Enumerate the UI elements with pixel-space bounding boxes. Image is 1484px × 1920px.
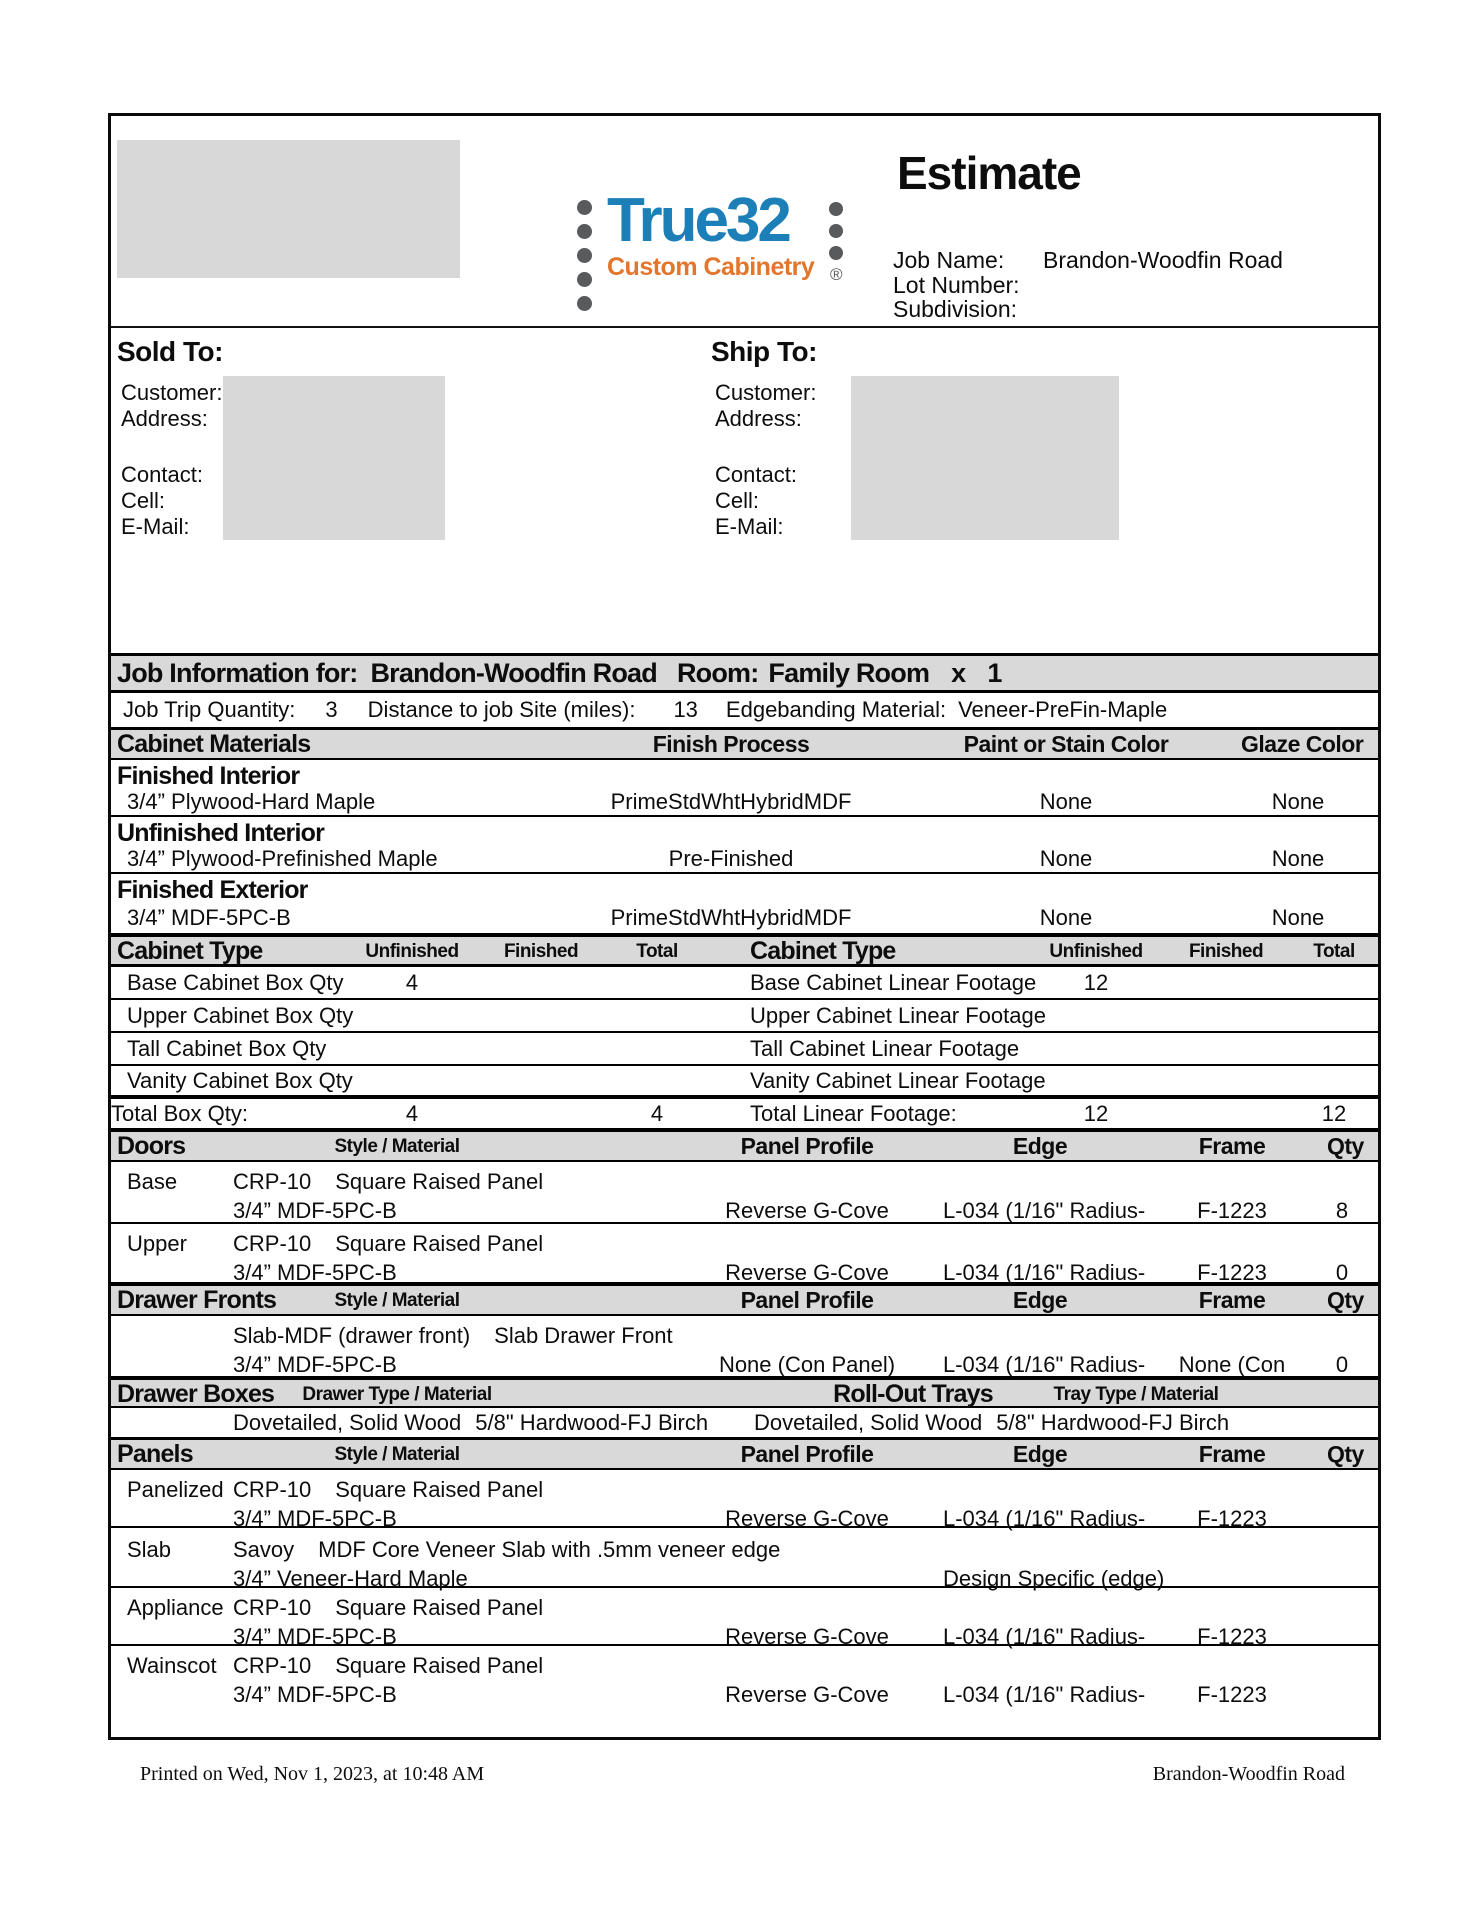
job-info-value: Brandon-Woodfin Road <box>370 657 657 688</box>
paint-stain-value: None <box>1039 846 1093 871</box>
style-code: CRP-10 <box>233 1168 312 1194</box>
distance-value: 13 <box>673 697 698 722</box>
registered-trademark-icon: ® <box>830 265 843 284</box>
trip-qty-value: 3 <box>325 697 338 722</box>
material-name: 3/4” MDF-5PC-B <box>127 905 291 930</box>
parties-section <box>111 328 1378 653</box>
room-qty: 1 <box>987 657 1002 688</box>
drawer-fronts-title: Drawer Fronts <box>117 1286 277 1314</box>
group-values <box>111 846 1378 872</box>
panel-profile: None (Con Panel) <box>718 1351 896 1377</box>
style-material-header: Style / Material <box>334 1289 460 1311</box>
cabinet-type-row-base <box>111 967 1378 1000</box>
door-row-base <box>111 1162 1378 1224</box>
frame-header: Frame <box>1198 1133 1266 1159</box>
glaze-value: None <box>1271 846 1325 871</box>
ship-to-redacted-box <box>851 376 1119 540</box>
row-label: Base Cabinet Linear Footage <box>750 969 1037 995</box>
unfinished-column-header: Unfinished <box>1049 940 1143 962</box>
material-group-finished-exterior <box>111 874 1378 937</box>
total-linear-footage-unfinished: 12 <box>1083 1100 1109 1126</box>
qty: 8 <box>1335 1197 1349 1223</box>
cabinet-type-total-row <box>111 1099 1378 1132</box>
ship-to-title: Ship To: <box>711 336 817 367</box>
tray-type-header: Tray Type / Material <box>1053 1383 1219 1405</box>
qty-header: Qty <box>1327 1441 1364 1467</box>
rollout-trays-title: Roll-Out Trays <box>833 1380 993 1408</box>
job-name-value: Brandon-Woodfin Road <box>1043 247 1283 273</box>
cabinet-type-row-tall: Tall Cabinet Box Qty Tall Cabinet Linear Footage <box>111 1033 1378 1066</box>
edgeband-value: Veneer-PreFin-Maple <box>958 697 1168 722</box>
ship-email-label: E-Mail: <box>715 514 784 539</box>
total-linear-footage-total: 12 <box>1321 1100 1347 1126</box>
frame-header: Frame <box>1198 1441 1266 1467</box>
drawer-boxes-title: Drawer Boxes <box>117 1380 275 1408</box>
cabinet-materials-title: Cabinet Materials <box>117 730 311 758</box>
total-column-header: Total <box>1313 940 1355 962</box>
job-summary <box>893 248 1283 322</box>
total-column-header: Total <box>636 940 678 962</box>
panel-profile-header: Panel Profile <box>740 1287 874 1313</box>
glaze-value: None <box>1271 905 1325 930</box>
row-label: Appliance <box>127 1594 224 1620</box>
edge: L-034 (1/16" Radius- <box>943 1351 1146 1377</box>
sold-to-redacted-box <box>223 376 445 540</box>
panel-profile-header: Panel Profile <box>740 1441 874 1467</box>
logo-subtitle: Custom Cabinetry <box>607 252 815 281</box>
panel-row-panelized: Panelized CRP-10 Square Raised Panel 3/4” MDF-5PC-B Reverse G-Cove L-034 (1/16" Radius- F-1223 <box>111 1470 1378 1528</box>
edge-header: Edge <box>1012 1441 1068 1467</box>
footer-job-name: Brandon-Woodfin Road <box>1152 1763 1345 1785</box>
unfinished-value: 12 <box>1083 969 1109 995</box>
logo-left-dots-icon <box>577 194 592 311</box>
style-name: Slab Drawer Front <box>494 1322 673 1348</box>
cabinet-type-header <box>111 937 1378 967</box>
group-label: Finished Exterior <box>117 876 308 904</box>
edgeband-label: Edgebanding Material: <box>725 697 947 722</box>
sold-to-title: Sold To: <box>117 336 223 367</box>
material: 3/4” MDF-5PC-B <box>233 1197 397 1223</box>
panels-header <box>111 1440 1378 1470</box>
total-box-qty-label: Total Box Qty: <box>111 1100 248 1126</box>
style-material-header: Style / Material <box>334 1443 460 1465</box>
doors-title: Doors <box>117 1132 186 1160</box>
sold-contact-label: Contact: <box>121 462 203 487</box>
qty: 0 <box>1335 1351 1349 1377</box>
drawer-material: 5/8" Hardwood-FJ Birch <box>475 1409 709 1435</box>
door-row-upper: Upper CRP-10 Square Raised Panel 3/4” MDF-5PC-B Reverse G-Cove L-034 (1/16" Radius- F-1223 0 <box>111 1224 1378 1286</box>
subdivision-label: Subdivision: <box>893 296 1018 322</box>
distance-label: Distance to job Site (miles): <box>367 697 636 722</box>
sold-address-label: Address: <box>121 406 208 431</box>
row-label: Wainscot <box>127 1652 217 1678</box>
company-info-redacted-box <box>117 140 460 278</box>
panels-title: Panels <box>117 1440 193 1468</box>
frame-header: Frame <box>1198 1287 1266 1313</box>
job-trip-row <box>111 693 1378 730</box>
company-logo <box>577 186 843 311</box>
estimate-sheet <box>108 113 1381 1740</box>
lot-number-line <box>893 273 1283 298</box>
trip-qty-label: Job Trip Quantity: <box>123 697 296 722</box>
material-group-unfinished-interior <box>111 817 1378 874</box>
unfinished-value: 4 <box>405 969 419 995</box>
sold-cell-label: Cell: <box>121 488 166 513</box>
group-values <box>111 903 1378 933</box>
paint-stain-column-header: Paint or Stain Color <box>963 731 1169 757</box>
page-footer <box>140 1763 1345 1786</box>
doors-header <box>111 1132 1378 1162</box>
job-name-line <box>893 248 1283 273</box>
rollout-tray-spec <box>754 1410 1378 1436</box>
drawer-boxes-row <box>111 1408 1378 1440</box>
cabinet-type-title-left: Cabinet Type <box>117 937 263 965</box>
group-values <box>111 789 1378 815</box>
finish-process-value: Pre-Finished <box>668 846 794 871</box>
edge-header: Edge <box>1012 1287 1068 1313</box>
style-material-header: Style / Material <box>334 1135 460 1157</box>
printed-timestamp: Printed on Wed, Nov 1, 2023, at 10:48 AM <box>140 1763 485 1785</box>
tray-material: 5/8" Hardwood-FJ Birch <box>996 1409 1230 1435</box>
ship-contact-label: Contact: <box>715 462 797 487</box>
paint-stain-value: None <box>1039 789 1093 814</box>
edge: L-034 (1/16" Radius- <box>943 1197 1146 1223</box>
drawer-front-row <box>111 1316 1378 1380</box>
ship-to-labels <box>715 380 816 540</box>
drawer-type: Dovetailed, Solid Wood <box>233 1409 462 1435</box>
room-label: Room: <box>676 657 759 688</box>
drawer-boxes-header <box>111 1380 1378 1408</box>
room-value: Family Room <box>768 657 930 688</box>
job-info-label: Job Information for: <box>117 657 358 688</box>
material: 3/4” MDF-5PC-B <box>233 1351 397 1377</box>
panel-row-wainscot: Wainscot CRP-10 Square Raised Panel 3/4” MDF-5PC-B Reverse G-Cove L-034 (1/16" Radius- F-1223 <box>111 1646 1378 1704</box>
drawer-type-header: Drawer Type / Material <box>302 1383 492 1405</box>
document-title: Estimate <box>897 147 1081 199</box>
row-label: Slab <box>127 1536 172 1562</box>
finish-process-value: PrimeStdWhtHybridMDF <box>610 789 852 814</box>
cabinet-type-row-upper: Upper Cabinet Box Qty Upper Cabinet Linear Footage <box>111 1000 1378 1033</box>
panel-row-appliance: Appliance CRP-10 Square Raised Panel 3/4” MDF-5PC-B Reverse G-Cove L-034 (1/16" Radius- F-1223 <box>111 1588 1378 1646</box>
subdivision-line <box>893 297 1283 322</box>
material-name: 3/4” Plywood-Prefinished Maple <box>127 846 438 871</box>
sold-to-labels <box>121 380 222 540</box>
material-name: 3/4” Plywood-Hard Maple <box>127 789 376 814</box>
sold-email-label: E-Mail: <box>121 514 190 539</box>
style-code: Slab-MDF (drawer front) <box>233 1322 471 1348</box>
qty-header: Qty <box>1327 1133 1364 1159</box>
glaze-value: None <box>1271 789 1325 814</box>
glaze-column-header: Glaze Color <box>1241 731 1364 757</box>
edge-header: Edge <box>1012 1133 1068 1159</box>
row-label: Base Cabinet Box Qty <box>127 969 344 995</box>
total-box-qty-unfinished: 4 <box>405 1100 419 1126</box>
ship-customer-label: Customer: <box>715 380 817 405</box>
row-label: Base <box>127 1168 178 1194</box>
lot-number-label: Lot Number: <box>893 271 1020 298</box>
style-name: Square Raised Panel <box>335 1168 544 1194</box>
tray-type: Dovetailed, Solid Wood <box>754 1409 983 1435</box>
finished-column-header: Finished <box>503 940 579 962</box>
finish-process-value: PrimeStdWhtHybridMDF <box>610 905 852 930</box>
frame: None (Con <box>1178 1351 1286 1377</box>
qty-header: Qty <box>1327 1287 1364 1313</box>
job-name-label: Job Name: <box>893 247 1005 273</box>
unfinished-column-header: Unfinished <box>365 940 459 962</box>
paint-stain-value: None <box>1039 905 1093 930</box>
total-box-qty-total: 4 <box>650 1100 664 1126</box>
cabinet-materials-header <box>111 730 1378 760</box>
material-group-finished-interior <box>111 760 1378 817</box>
job-information-bar <box>111 653 1378 693</box>
drawer-box-spec <box>233 1410 754 1436</box>
cabinet-type-row-vanity: Vanity Cabinet Box Qty Vanity Cabinet Linear Footage <box>111 1066 1378 1099</box>
panel-profile: Reverse G-Cove <box>725 1197 889 1223</box>
header <box>111 116 1378 328</box>
finished-column-header: Finished <box>1188 940 1264 962</box>
ship-cell-label: Cell: <box>715 488 760 513</box>
group-label: Unfinished Interior <box>117 819 325 847</box>
logo-text <box>607 186 815 282</box>
total-linear-footage-label: Total Linear Footage: <box>750 1100 957 1126</box>
logo-right-dots-icon <box>829 194 843 282</box>
frame: F-1223 <box>1197 1197 1267 1223</box>
group-label: Finished Interior <box>117 762 300 790</box>
finish-process-column-header: Finish Process <box>652 731 810 757</box>
cabinet-type-title-right: Cabinet Type <box>750 937 896 965</box>
panel-row-slab: Slab Savoy MDF Core Veneer Slab with .5mm veneer edge 3/4” Veneer-Hard Maple Design Specific (edge) <box>111 1528 1378 1588</box>
room-times: x <box>951 657 966 688</box>
panel-profile-header: Panel Profile <box>740 1133 874 1159</box>
ship-address-label: Address: <box>715 406 802 431</box>
row-label: Panelized <box>127 1476 224 1502</box>
sold-customer-label: Customer: <box>121 380 223 405</box>
drawer-fronts-header <box>111 1286 1378 1316</box>
logo-wordmark: True32 <box>607 186 789 255</box>
